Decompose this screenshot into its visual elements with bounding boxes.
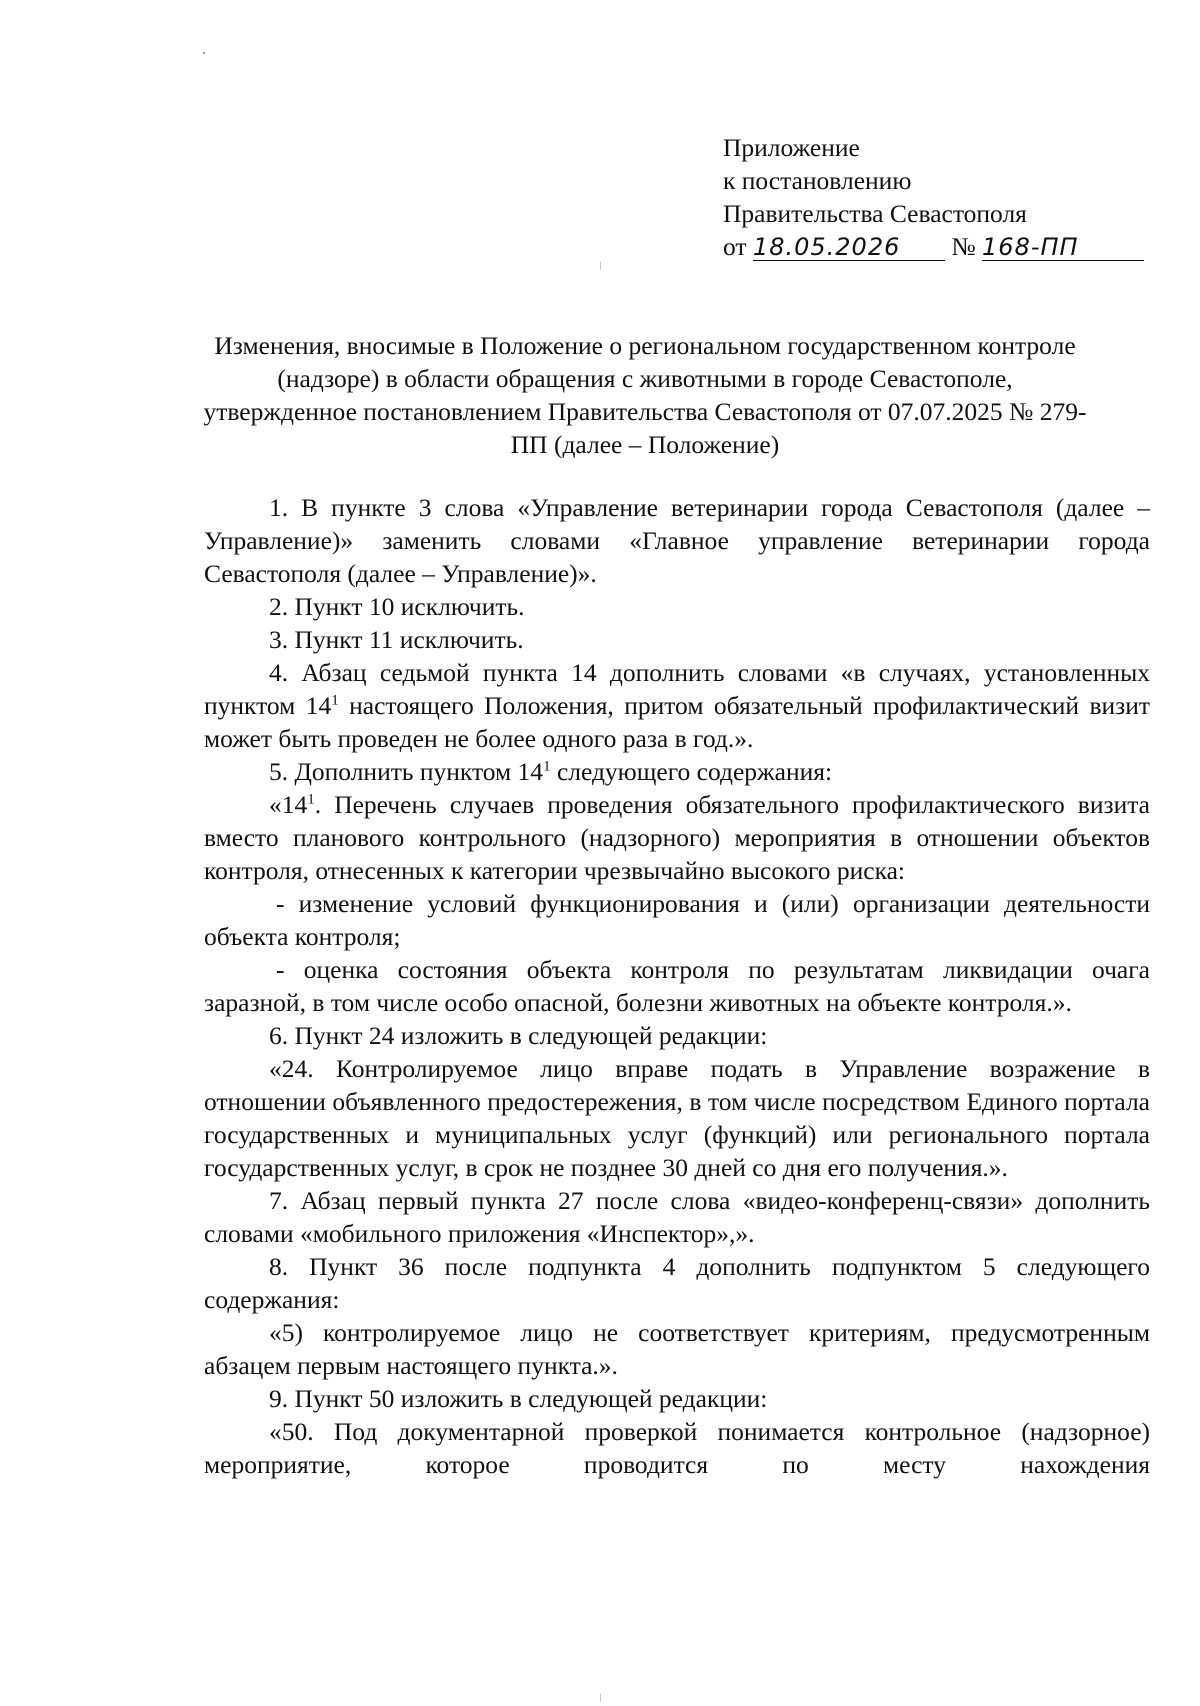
annex-title: Приложение xyxy=(723,133,860,162)
item-5-superscript: 1 xyxy=(543,758,551,775)
item-3: 3. Пункт 11 исключить. xyxy=(269,625,524,654)
item-5-quote-superscript: 1 xyxy=(307,791,315,808)
item-8-quote: «5) контролируемое лицо не соответствует критериям, предусмотренным абзацем первым настоящего пункта.». xyxy=(204,1318,1150,1380)
annex-date-number xyxy=(723,230,1144,263)
number-field xyxy=(982,234,1144,261)
number-handwritten: 168-ПП xyxy=(982,233,1079,261)
annex-to-resolution: к постановлению xyxy=(723,166,912,195)
number-prefix: № xyxy=(951,232,976,261)
item-4-text-a: 4. Абзац седьмой пункта 14 дополнить словами «в случаях, установленных пунктом 14 xyxy=(204,658,1150,720)
item-4 xyxy=(204,656,1150,755)
item-8: 8. Пункт 36 после подпункта 4 дополнить подпунктом 5 следующего содержания: xyxy=(204,1252,1150,1314)
annex-block xyxy=(723,131,1144,263)
scan-speck xyxy=(203,52,205,54)
item-4-text-b: настоящего Положения, притом обязательный профилактический визит может быть проведен не более одного раза в год.». xyxy=(204,691,1150,753)
date-prefix: от xyxy=(723,232,747,261)
item-5-quote xyxy=(204,788,1150,887)
scan-mark-bottom xyxy=(600,1694,601,1702)
item-5-quote-text-b: . Перечень случаев проведения обязательного профилактического визита вместо планового контрольного (надзорного) мероприятия в отношении объектов контроля, отнесенных к категории чрезвычайно высокого риска: xyxy=(204,790,1150,885)
item-6: 6. Пункт 24 изложить в следующей редакции: xyxy=(269,1021,768,1050)
annex-government: Правительства Севастополя xyxy=(723,199,1027,228)
item-5-dash-2: - оценка состояния объекта контроля по результатам ликвидации очага заразной, в том числе особо опасной, болезни животных на объекте контроля.». xyxy=(204,955,1150,1017)
document-body xyxy=(204,491,1150,1481)
item-5-quote-text-a: «14 xyxy=(269,790,308,819)
item-5-text-a: 5. Дополнить пунктом 14 xyxy=(269,757,544,786)
item-5-dash-1: - изменение условий функционирования и (или) организации деятельности объекта контроля; xyxy=(204,889,1150,951)
date-field xyxy=(753,234,945,261)
item-4-superscript: 1 xyxy=(331,692,339,709)
item-9: 9. Пункт 50 изложить в следующей редакции: xyxy=(269,1384,768,1413)
item-6-quote: «24. Контролируемое лицо вправе подать в Управление возражение в отношении объявленного предостережения, в том числе посредством Единого портала государственных и муниципальных услуг (функций) или регионального портала государственных услуг, в срок не позднее 30 дней со дня его получения.». xyxy=(204,1054,1150,1182)
item-9-quote: «50. Под документарной проверкой понимается контрольное (надзорное) мероприятие, которое проводится по месту нахождения xyxy=(204,1417,1150,1479)
date-handwritten: 18.05.2026 xyxy=(752,233,901,261)
document-title: Изменения, вносимые в Положение о региональном государственном контроле (надзоре) в области обращения с животными в городе Севастополе, утвержденное постановлением Правительства Севастополя от 07.07.2025 № 279-ПП (далее – Положение) xyxy=(203,331,1087,459)
item-5-text-b: следующего содержания: xyxy=(550,757,833,786)
item-7: 7. Абзац первый пункта 27 после слова «видео-конференц-связи» дополнить словами «мобильного приложения «Инспектор»,». xyxy=(204,1186,1150,1248)
item-5 xyxy=(204,755,1150,788)
item-2: 2. Пункт 10 исключить. xyxy=(269,592,525,621)
scan-mark-top xyxy=(600,262,601,270)
item-1: 1. В пункте 3 слова «Управление ветеринарии города Севастополя (далее – Управление)» заменить словами «Главное управление ветеринарии города Севастополя (далее – Управление)». xyxy=(204,493,1150,588)
